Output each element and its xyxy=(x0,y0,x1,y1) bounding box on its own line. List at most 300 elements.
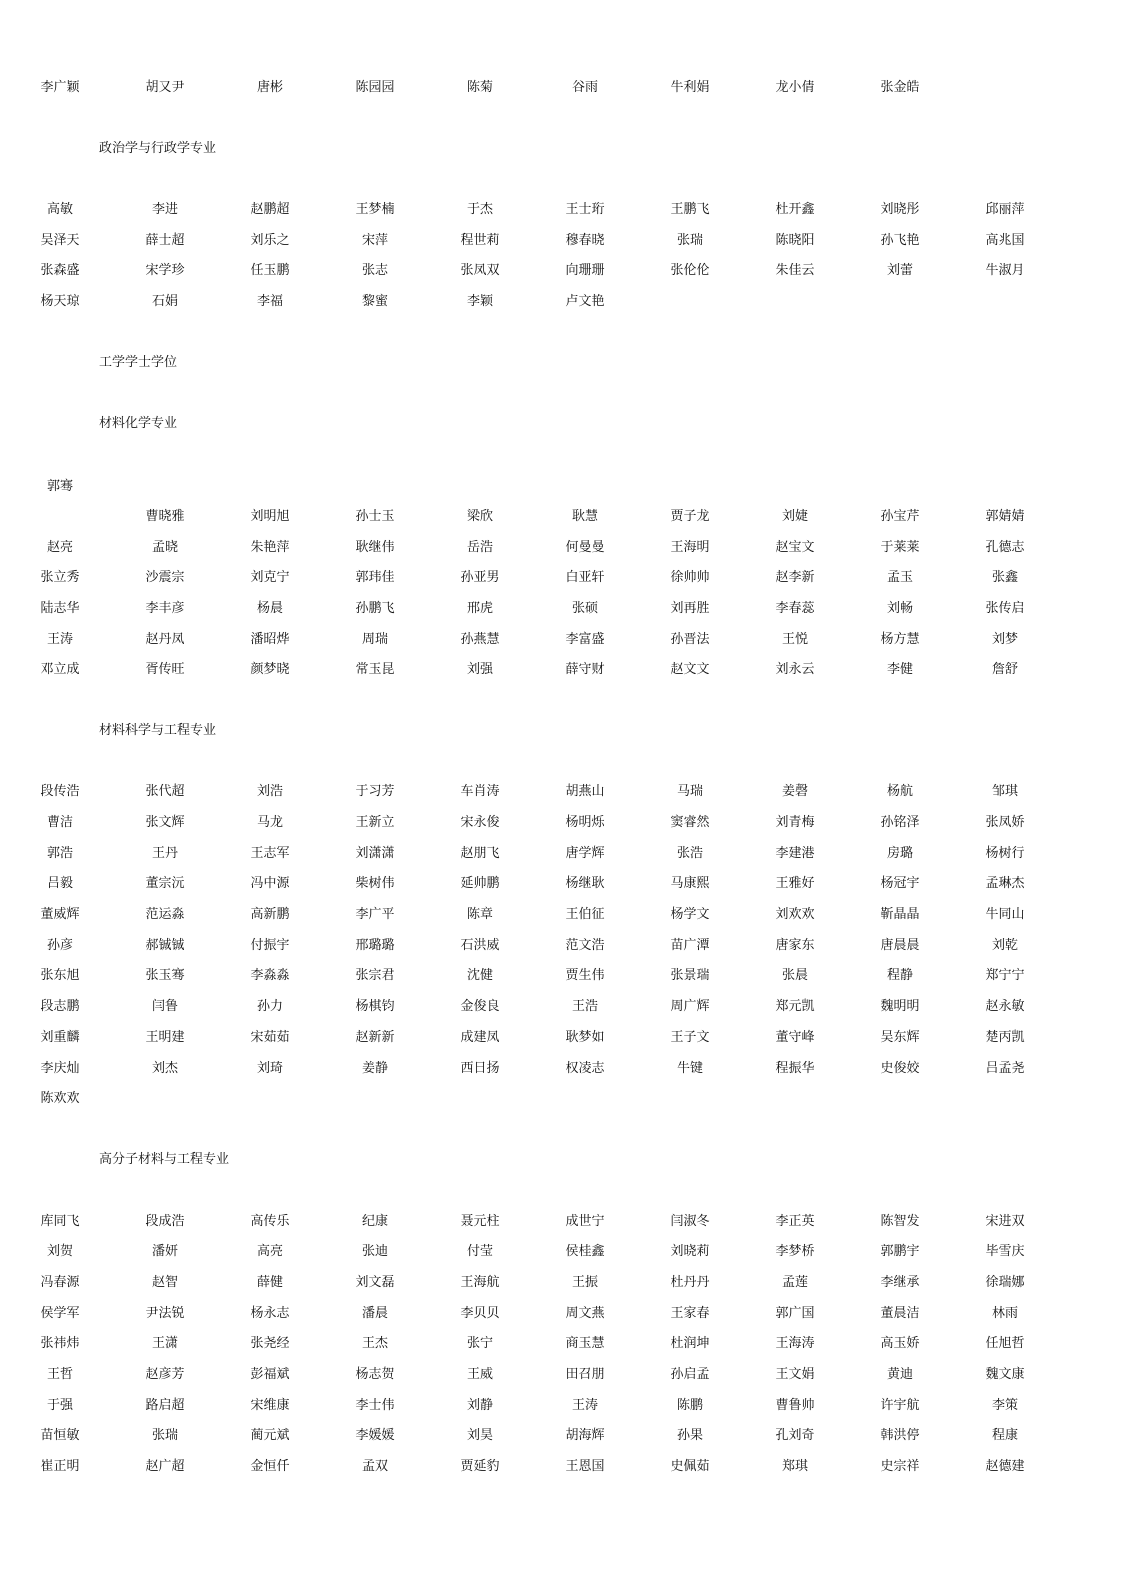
name-cell: 窦睿然 xyxy=(670,815,710,830)
name-cell: 梁欣 xyxy=(466,509,493,524)
name-cell: 陈晓阳 xyxy=(775,233,815,248)
name-cell: 程静 xyxy=(886,968,913,983)
name-cell: 王丹 xyxy=(151,846,178,861)
name-cell: 赵亮 xyxy=(46,540,73,555)
name-cell: 许宇航 xyxy=(880,1398,920,1413)
name-cell: 苗恒敏 xyxy=(40,1428,80,1443)
name-cell: 贾子龙 xyxy=(670,509,710,524)
name-cell: 曹晓雅 xyxy=(145,509,185,524)
name-cell: 陈菊 xyxy=(466,80,493,95)
name-cell: 沈健 xyxy=(466,968,493,983)
name-cell: 孙力 xyxy=(256,999,283,1014)
name-cell: 曹洁 xyxy=(46,815,73,830)
name-cell: 李建港 xyxy=(775,846,815,861)
name-cell: 楚丙凯 xyxy=(985,1030,1025,1045)
name-cell: 白亚轩 xyxy=(565,570,605,585)
name-cell: 贾延豹 xyxy=(460,1459,500,1474)
name-cell: 刘昊 xyxy=(466,1428,493,1443)
section-heading: 材料科学与工程专业 xyxy=(99,723,217,738)
name-cell: 朱佳云 xyxy=(775,263,815,278)
name-cell: 刘晓彤 xyxy=(880,202,920,217)
name-cell: 陈欢欢 xyxy=(40,1091,80,1106)
name-cell: 李进 xyxy=(151,202,178,217)
name-cell: 彭福斌 xyxy=(250,1367,290,1382)
name-cell: 郑琪 xyxy=(781,1459,808,1474)
name-cell: 侯桂鑫 xyxy=(565,1244,605,1259)
name-row xyxy=(0,1059,1123,1079)
name-cell: 段志鹏 xyxy=(40,999,80,1014)
name-cell: 谷雨 xyxy=(571,80,598,95)
name-cell: 张鑫 xyxy=(991,570,1018,585)
name-cell: 纪康 xyxy=(361,1214,388,1229)
name-cell: 陈智发 xyxy=(880,1214,920,1229)
name-cell: 赵朋飞 xyxy=(460,846,500,861)
name-cell: 杨航 xyxy=(886,784,913,799)
name-row xyxy=(0,477,1123,497)
name-cell: 张晨 xyxy=(781,968,808,983)
name-row xyxy=(0,997,1123,1017)
name-row xyxy=(0,231,1123,251)
name-cell: 孙亚男 xyxy=(460,570,500,585)
name-cell: 朱艳萍 xyxy=(250,540,290,555)
name-row xyxy=(0,1334,1123,1354)
name-cell: 孟琳杰 xyxy=(985,876,1025,891)
name-cell: 高敏 xyxy=(46,202,73,217)
name-cell: 吴泽天 xyxy=(40,233,80,248)
name-row xyxy=(0,599,1123,619)
name-cell: 柴树伟 xyxy=(355,876,395,891)
name-cell: 李庆灿 xyxy=(40,1061,80,1076)
name-cell: 张凤娇 xyxy=(985,815,1025,830)
name-row xyxy=(0,1273,1123,1293)
name-cell: 胡燕山 xyxy=(565,784,605,799)
name-cell: 韩洪停 xyxy=(880,1428,920,1443)
name-cell: 郭玮佳 xyxy=(355,570,395,585)
name-row xyxy=(0,874,1123,894)
name-cell: 姜静 xyxy=(361,1061,388,1076)
name-cell: 王杰 xyxy=(361,1336,388,1351)
name-cell: 黄迪 xyxy=(886,1367,913,1382)
name-cell: 刘琦 xyxy=(256,1061,283,1076)
name-cell: 王子文 xyxy=(670,1030,710,1045)
name-row xyxy=(0,568,1123,588)
name-cell: 刘杰 xyxy=(151,1061,178,1076)
name-cell: 闫淑冬 xyxy=(670,1214,710,1229)
name-cell: 贾生伟 xyxy=(565,968,605,983)
name-cell: 牛淑月 xyxy=(985,263,1025,278)
name-cell: 尹法锐 xyxy=(145,1306,185,1321)
name-cell: 宋萍 xyxy=(361,233,388,248)
name-cell: 徐瑞娜 xyxy=(985,1275,1025,1290)
name-cell: 刘克宁 xyxy=(250,570,290,585)
name-cell: 周瑞 xyxy=(361,632,388,647)
name-cell: 胥传旺 xyxy=(145,662,185,677)
name-cell: 陈章 xyxy=(466,907,493,922)
name-cell: 李丰彦 xyxy=(145,601,185,616)
name-cell: 牛同山 xyxy=(985,907,1025,922)
name-cell: 刘梦 xyxy=(991,632,1018,647)
name-cell: 孙果 xyxy=(676,1428,703,1443)
name-cell: 王威 xyxy=(466,1367,493,1382)
name-cell: 潘妍 xyxy=(151,1244,178,1259)
name-cell: 王文娟 xyxy=(775,1367,815,1382)
name-cell: 延帅鹏 xyxy=(460,876,500,891)
name-row xyxy=(0,660,1123,680)
name-cell: 王海航 xyxy=(460,1275,500,1290)
name-cell: 马康熙 xyxy=(670,876,710,891)
name-cell: 李媛媛 xyxy=(355,1428,395,1443)
name-cell: 陈园园 xyxy=(355,80,395,95)
name-cell: 冯中源 xyxy=(250,876,290,891)
name-cell: 宋进双 xyxy=(985,1214,1025,1229)
name-cell: 金俊良 xyxy=(460,999,500,1014)
name-cell: 孙铭泽 xyxy=(880,815,920,830)
name-cell: 聂元柱 xyxy=(460,1214,500,1229)
name-cell: 刘欢欢 xyxy=(775,907,815,922)
name-cell: 李继承 xyxy=(880,1275,920,1290)
name-cell: 王振 xyxy=(571,1275,598,1290)
name-cell: 李策 xyxy=(991,1398,1018,1413)
name-cell: 张尧经 xyxy=(250,1336,290,1351)
name-cell: 杜开鑫 xyxy=(775,202,815,217)
name-cell: 赵丹凤 xyxy=(145,632,185,647)
name-cell: 詹舒 xyxy=(991,662,1018,677)
name-cell: 蔺元斌 xyxy=(250,1428,290,1443)
name-cell: 耿慧 xyxy=(571,509,598,524)
name-cell: 孟双 xyxy=(361,1459,388,1474)
name-cell: 张景瑞 xyxy=(670,968,710,983)
name-cell: 郭婧婧 xyxy=(985,509,1025,524)
name-cell: 刘静 xyxy=(466,1398,493,1413)
name-row xyxy=(0,292,1123,312)
name-cell: 王悦 xyxy=(781,632,808,647)
name-cell: 张伦伦 xyxy=(670,263,710,278)
name-cell: 李正英 xyxy=(775,1214,815,1229)
name-cell: 张瑞 xyxy=(676,233,703,248)
name-cell: 王家春 xyxy=(670,1306,710,1321)
name-cell: 田召朋 xyxy=(565,1367,605,1382)
name-cell: 王雅好 xyxy=(775,876,815,891)
name-cell: 于杰 xyxy=(466,202,493,217)
name-cell: 程振华 xyxy=(775,1061,815,1076)
name-cell: 孟玉 xyxy=(886,570,913,585)
name-cell: 胡海辉 xyxy=(565,1428,605,1443)
name-cell: 杨棋钧 xyxy=(355,999,395,1014)
name-row xyxy=(0,630,1123,650)
name-cell: 魏文康 xyxy=(985,1367,1025,1382)
name-cell: 杨学文 xyxy=(670,907,710,922)
name-cell: 张浩 xyxy=(676,846,703,861)
name-cell: 董威辉 xyxy=(40,907,80,922)
name-cell: 薛士超 xyxy=(145,233,185,248)
name-cell: 赵文文 xyxy=(670,662,710,677)
name-cell: 马龙 xyxy=(256,815,283,830)
name-cell: 郭广国 xyxy=(775,1306,815,1321)
name-cell: 董宗沅 xyxy=(145,876,185,891)
name-cell: 王哲 xyxy=(46,1367,73,1382)
name-cell: 苗广潭 xyxy=(670,938,710,953)
name-row xyxy=(0,813,1123,833)
name-cell: 沙震宗 xyxy=(145,570,185,585)
name-cell: 李广颖 xyxy=(40,80,80,95)
name-cell: 张立秀 xyxy=(40,570,80,585)
name-cell: 郭鹏宇 xyxy=(880,1244,920,1259)
name-cell: 刘潇潇 xyxy=(355,846,395,861)
name-cell: 李富盛 xyxy=(565,632,605,647)
name-cell: 杜丹丹 xyxy=(670,1275,710,1290)
name-cell: 张凤双 xyxy=(460,263,500,278)
name-cell: 张迪 xyxy=(361,1244,388,1259)
section-heading: 材料化学专业 xyxy=(99,416,178,431)
name-cell: 杨树行 xyxy=(985,846,1025,861)
name-cell: 程世莉 xyxy=(460,233,500,248)
name-cell: 杨晨 xyxy=(256,601,283,616)
name-cell: 杨冠宇 xyxy=(880,876,920,891)
name-cell: 姜磬 xyxy=(781,784,808,799)
name-cell: 张传启 xyxy=(985,601,1025,616)
name-cell: 张硕 xyxy=(571,601,598,616)
name-cell: 刘明旭 xyxy=(250,509,290,524)
name-cell: 薛健 xyxy=(256,1275,283,1290)
name-cell: 刘乾 xyxy=(991,938,1018,953)
name-row xyxy=(0,200,1123,220)
name-row xyxy=(0,1457,1123,1477)
name-cell: 薛守财 xyxy=(565,662,605,677)
name-cell: 郭浩 xyxy=(46,846,73,861)
name-cell: 唐学辉 xyxy=(565,846,605,861)
name-cell: 穆春晓 xyxy=(565,233,605,248)
name-cell: 李春蕊 xyxy=(775,601,815,616)
name-cell: 刘重麟 xyxy=(40,1030,80,1045)
name-cell: 张文辉 xyxy=(145,815,185,830)
name-cell: 杨方慧 xyxy=(880,632,920,647)
name-row xyxy=(0,1426,1123,1446)
name-cell: 杨志贺 xyxy=(355,1367,395,1382)
name-cell: 李广平 xyxy=(355,907,395,922)
name-row xyxy=(0,538,1123,558)
name-cell: 李士伟 xyxy=(355,1398,395,1413)
name-cell: 张宗君 xyxy=(355,968,395,983)
name-cell: 魏明明 xyxy=(880,999,920,1014)
name-cell: 车肖涛 xyxy=(460,784,500,799)
name-cell: 高兆国 xyxy=(985,233,1025,248)
name-row xyxy=(0,1304,1123,1324)
name-cell: 赵广超 xyxy=(145,1459,185,1474)
name-cell: 徐帅帅 xyxy=(670,570,710,585)
section-heading: 高分子材料与工程专业 xyxy=(99,1152,230,1167)
name-cell: 刘强 xyxy=(466,662,493,677)
name-cell: 孙飞艳 xyxy=(880,233,920,248)
name-cell: 王新立 xyxy=(355,815,395,830)
name-cell: 西日扬 xyxy=(460,1061,500,1076)
name-cell: 王梦楠 xyxy=(355,202,395,217)
name-cell: 董晨洁 xyxy=(880,1306,920,1321)
name-cell: 杨继耿 xyxy=(565,876,605,891)
name-cell: 于莱莱 xyxy=(880,540,920,555)
name-cell: 段传浩 xyxy=(40,784,80,799)
name-cell: 曹鲁帅 xyxy=(775,1398,815,1413)
name-cell: 王海涛 xyxy=(775,1336,815,1351)
name-row xyxy=(0,1212,1123,1232)
name-cell: 库同飞 xyxy=(40,1214,80,1229)
name-cell: 王浩 xyxy=(571,999,598,1014)
name-cell: 孔刘奇 xyxy=(775,1428,815,1443)
name-cell: 唐晨晨 xyxy=(880,938,920,953)
name-cell: 高传乐 xyxy=(250,1214,290,1229)
name-cell: 高亮 xyxy=(256,1244,283,1259)
name-cell: 侯学军 xyxy=(40,1306,80,1321)
name-cell: 邢璐璐 xyxy=(355,938,395,953)
name-cell: 牛键 xyxy=(676,1061,703,1076)
name-cell: 王涛 xyxy=(46,632,73,647)
name-cell: 刘婕 xyxy=(781,509,808,524)
name-cell: 石洪威 xyxy=(460,938,500,953)
name-cell: 刘畅 xyxy=(886,601,913,616)
name-cell: 郭骞 xyxy=(46,479,73,494)
name-cell: 郝铖铖 xyxy=(145,938,185,953)
name-cell: 吴东辉 xyxy=(880,1030,920,1045)
section-heading: 工学学士学位 xyxy=(99,355,178,370)
name-cell: 张瑞 xyxy=(151,1428,178,1443)
name-cell: 孙彦 xyxy=(46,938,73,953)
name-cell: 赵永敏 xyxy=(985,999,1025,1014)
name-cell: 任玉鹏 xyxy=(250,263,290,278)
name-cell: 权凌志 xyxy=(565,1061,605,1076)
name-cell: 吕毅 xyxy=(46,876,73,891)
name-cell: 史佩茹 xyxy=(670,1459,710,1474)
name-cell: 李贝贝 xyxy=(460,1306,500,1321)
name-row xyxy=(0,1365,1123,1385)
name-row xyxy=(0,507,1123,527)
name-cell: 胡又尹 xyxy=(145,80,185,95)
name-cell: 张志 xyxy=(361,263,388,278)
name-cell: 杨明烁 xyxy=(565,815,605,830)
name-cell: 王海明 xyxy=(670,540,710,555)
name-row xyxy=(0,261,1123,281)
name-cell: 邱丽萍 xyxy=(985,202,1025,217)
name-cell: 赵智 xyxy=(151,1275,178,1290)
name-cell: 王志军 xyxy=(250,846,290,861)
name-cell: 王伯征 xyxy=(565,907,605,922)
name-cell: 王涛 xyxy=(571,1398,598,1413)
name-cell: 陆志华 xyxy=(40,601,80,616)
name-cell: 孙士玉 xyxy=(355,509,395,524)
name-cell: 向珊珊 xyxy=(565,263,605,278)
name-cell: 崔正明 xyxy=(40,1459,80,1474)
name-cell: 于强 xyxy=(46,1398,73,1413)
name-cell: 段成浩 xyxy=(145,1214,185,1229)
name-cell: 刘贺 xyxy=(46,1244,73,1259)
name-cell: 陈鹏 xyxy=(676,1398,703,1413)
name-row xyxy=(0,1396,1123,1416)
name-cell: 颜梦晓 xyxy=(250,662,290,677)
name-cell: 潘晨 xyxy=(361,1306,388,1321)
name-cell: 刘文磊 xyxy=(355,1275,395,1290)
name-cell: 常玉昆 xyxy=(355,662,395,677)
name-row xyxy=(0,1028,1123,1048)
name-cell: 耿梦如 xyxy=(565,1030,605,1045)
name-cell: 孙燕慧 xyxy=(460,632,500,647)
name-cell: 李淼淼 xyxy=(250,968,290,983)
name-cell: 史俊姣 xyxy=(880,1061,920,1076)
name-cell: 孔德志 xyxy=(985,540,1025,555)
name-row xyxy=(0,1089,1123,1109)
name-cell: 牛利娟 xyxy=(670,80,710,95)
name-cell: 张玉骞 xyxy=(145,968,185,983)
name-cell: 刘乐之 xyxy=(250,233,290,248)
name-cell: 杨永志 xyxy=(250,1306,290,1321)
name-cell: 毕雪庆 xyxy=(985,1244,1025,1259)
name-cell: 岳浩 xyxy=(466,540,493,555)
name-cell: 王恩国 xyxy=(565,1459,605,1474)
name-cell: 张东旭 xyxy=(40,968,80,983)
name-cell: 孙晋法 xyxy=(670,632,710,647)
name-cell: 杜润坤 xyxy=(670,1336,710,1351)
name-cell: 付振宇 xyxy=(250,938,290,953)
name-cell: 唐彬 xyxy=(256,80,283,95)
name-row xyxy=(0,844,1123,864)
name-cell: 吕孟尧 xyxy=(985,1061,1025,1076)
name-row xyxy=(0,78,1123,98)
name-cell: 周广辉 xyxy=(670,999,710,1014)
name-row xyxy=(0,1242,1123,1262)
name-cell: 范文浩 xyxy=(565,938,605,953)
name-cell: 孟晓 xyxy=(151,540,178,555)
name-cell: 张宁 xyxy=(466,1336,493,1351)
name-cell: 李梦桥 xyxy=(775,1244,815,1259)
name-cell: 耿继伟 xyxy=(355,540,395,555)
name-cell: 房璐 xyxy=(886,846,913,861)
name-cell: 张祎炜 xyxy=(40,1336,80,1351)
name-cell: 王鹏飞 xyxy=(670,202,710,217)
name-cell: 何曼曼 xyxy=(565,540,605,555)
name-cell: 赵宝文 xyxy=(775,540,815,555)
name-cell: 宋茹茹 xyxy=(250,1030,290,1045)
name-cell: 成建凤 xyxy=(460,1030,500,1045)
name-cell: 卢文艳 xyxy=(565,294,605,309)
name-cell: 宋永俊 xyxy=(460,815,500,830)
name-cell: 张代超 xyxy=(145,784,185,799)
name-cell: 成世宁 xyxy=(565,1214,605,1229)
name-cell: 李健 xyxy=(886,662,913,677)
name-cell: 马瑞 xyxy=(676,784,703,799)
name-cell: 林雨 xyxy=(991,1306,1018,1321)
name-row xyxy=(0,905,1123,925)
name-cell: 孙鹏飞 xyxy=(355,601,395,616)
name-cell: 潘昭烨 xyxy=(250,632,290,647)
name-cell: 董守峰 xyxy=(775,1030,815,1045)
name-cell: 史宗祥 xyxy=(880,1459,920,1474)
name-cell: 唐家东 xyxy=(775,938,815,953)
name-cell: 赵鹏超 xyxy=(250,202,290,217)
name-cell: 刘浩 xyxy=(256,784,283,799)
name-cell: 高新鹏 xyxy=(250,907,290,922)
name-cell: 路启超 xyxy=(145,1398,185,1413)
name-cell: 闫鲁 xyxy=(151,999,178,1014)
name-cell: 金恒仟 xyxy=(250,1459,290,1474)
name-cell: 王明建 xyxy=(145,1030,185,1045)
name-cell: 赵新新 xyxy=(355,1030,395,1045)
name-cell: 付莹 xyxy=(466,1244,493,1259)
name-cell: 刘晓莉 xyxy=(670,1244,710,1259)
name-cell: 商玉慧 xyxy=(565,1336,605,1351)
name-cell: 邢虎 xyxy=(466,601,493,616)
name-cell: 邓立成 xyxy=(40,662,80,677)
name-cell: 郑宁宁 xyxy=(985,968,1025,983)
name-cell: 冯春源 xyxy=(40,1275,80,1290)
name-cell: 孟莲 xyxy=(781,1275,808,1290)
name-cell: 张森盛 xyxy=(40,263,80,278)
